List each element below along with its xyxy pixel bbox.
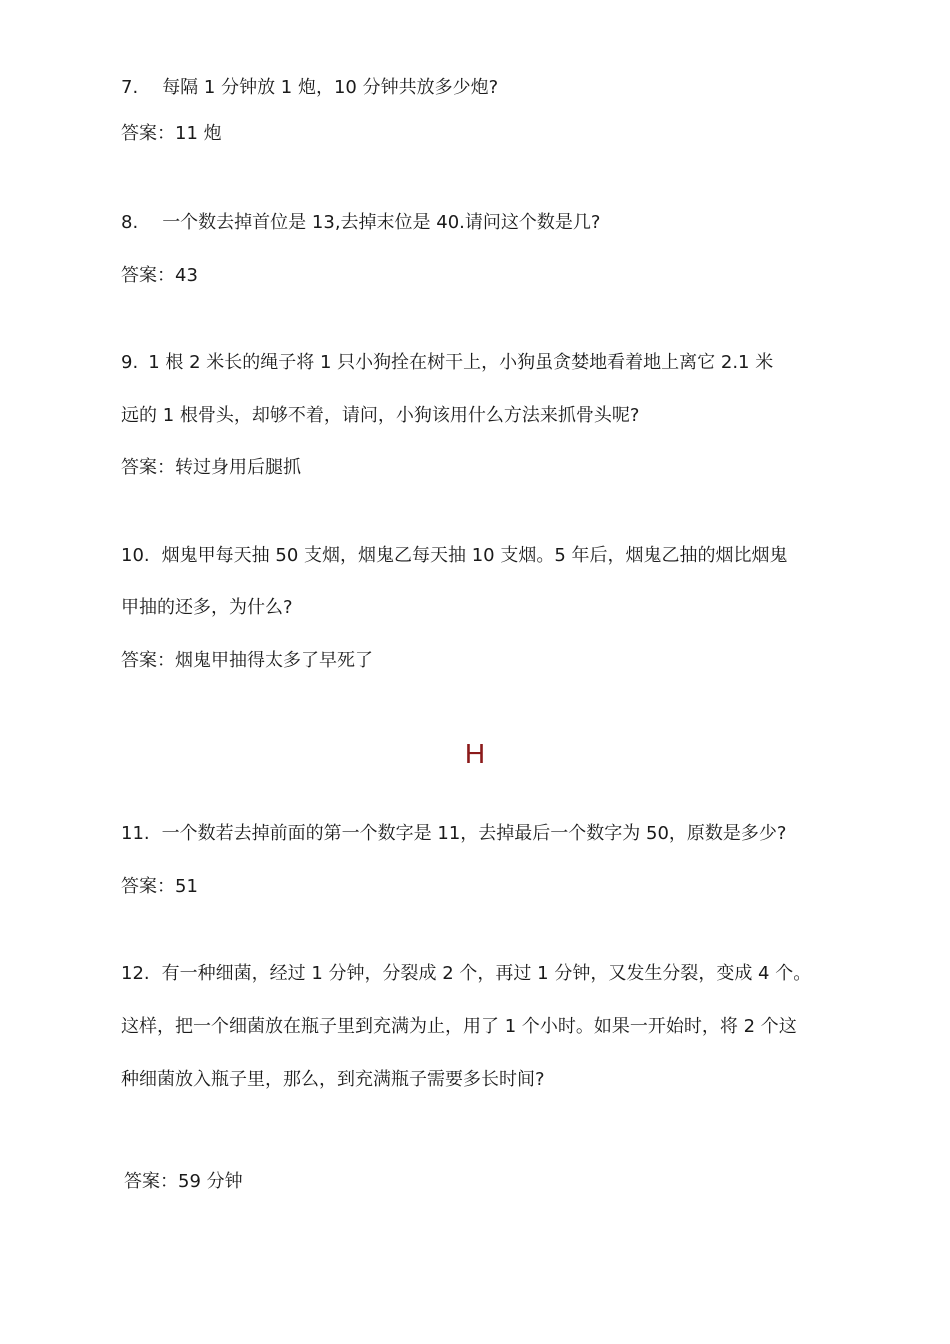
question-text: 一个数若去掉前面的第一个数字是 11，去掉最后一个数字为 50，原数是多少? xyxy=(161,823,787,844)
question-number: 12. xyxy=(121,963,150,984)
question-11 xyxy=(121,822,786,846)
question-number: 7. xyxy=(121,77,139,98)
question-number: 11. xyxy=(121,823,150,844)
section-letter-heading: H xyxy=(464,738,486,769)
question-text: 一个数去掉首位是 13,去掉末位是 40.请问这个数是几? xyxy=(162,212,601,233)
answer-10: 答案：烟鬼甲抽得太多了早死了 xyxy=(121,650,373,671)
question-12-line-2: 这样，把一个细菌放在瓶子里到充满为止，用了 1 个小时。如果一开始时，将 2 个这 xyxy=(121,1016,797,1037)
answer-11: 答案：51 xyxy=(121,876,198,897)
question-10-line-2: 甲抽的还多，为什么? xyxy=(121,597,293,618)
question-12-line-3: 种细菌放入瓶子里，那么，到充满瓶子需要多长时间? xyxy=(121,1069,545,1090)
question-text: 有一种细菌，经过 1 分钟，分裂成 2 个，再过 1 分钟，又发生分裂，变成 4 个。 xyxy=(161,963,812,984)
question-12 xyxy=(121,962,811,986)
question-text: 1 根 2 米长的绳子将 1 只小狗拴在树干上，小狗虽贪婪地看着地上离它 2.1 米 xyxy=(148,352,774,373)
question-9 xyxy=(121,351,773,375)
question-number: 8. xyxy=(121,212,139,233)
question-10 xyxy=(121,544,788,568)
question-text: 烟鬼甲每天抽 50 支烟，烟鬼乙每天抽 10 支烟。5 年后，烟鬼乙抽的烟比烟鬼 xyxy=(161,545,788,566)
question-number: 10. xyxy=(121,545,150,566)
question-8 xyxy=(121,211,600,235)
question-number: 9. xyxy=(121,352,139,373)
answer-7: 答案：11 炮 xyxy=(121,123,222,144)
answer-9: 答案：转过身用后腿抓 xyxy=(121,457,301,478)
question-text: 每隔 1 分钟放 1 炮，10 分钟共放多少炮? xyxy=(162,77,499,98)
answer-12: 答案：59 分钟 xyxy=(124,1171,243,1192)
question-9-line-2: 远的 1 根骨头，却够不着，请问，小狗该用什么方法来抓骨头呢? xyxy=(121,405,640,426)
answer-8: 答案：43 xyxy=(121,265,198,286)
question-7 xyxy=(121,76,498,100)
